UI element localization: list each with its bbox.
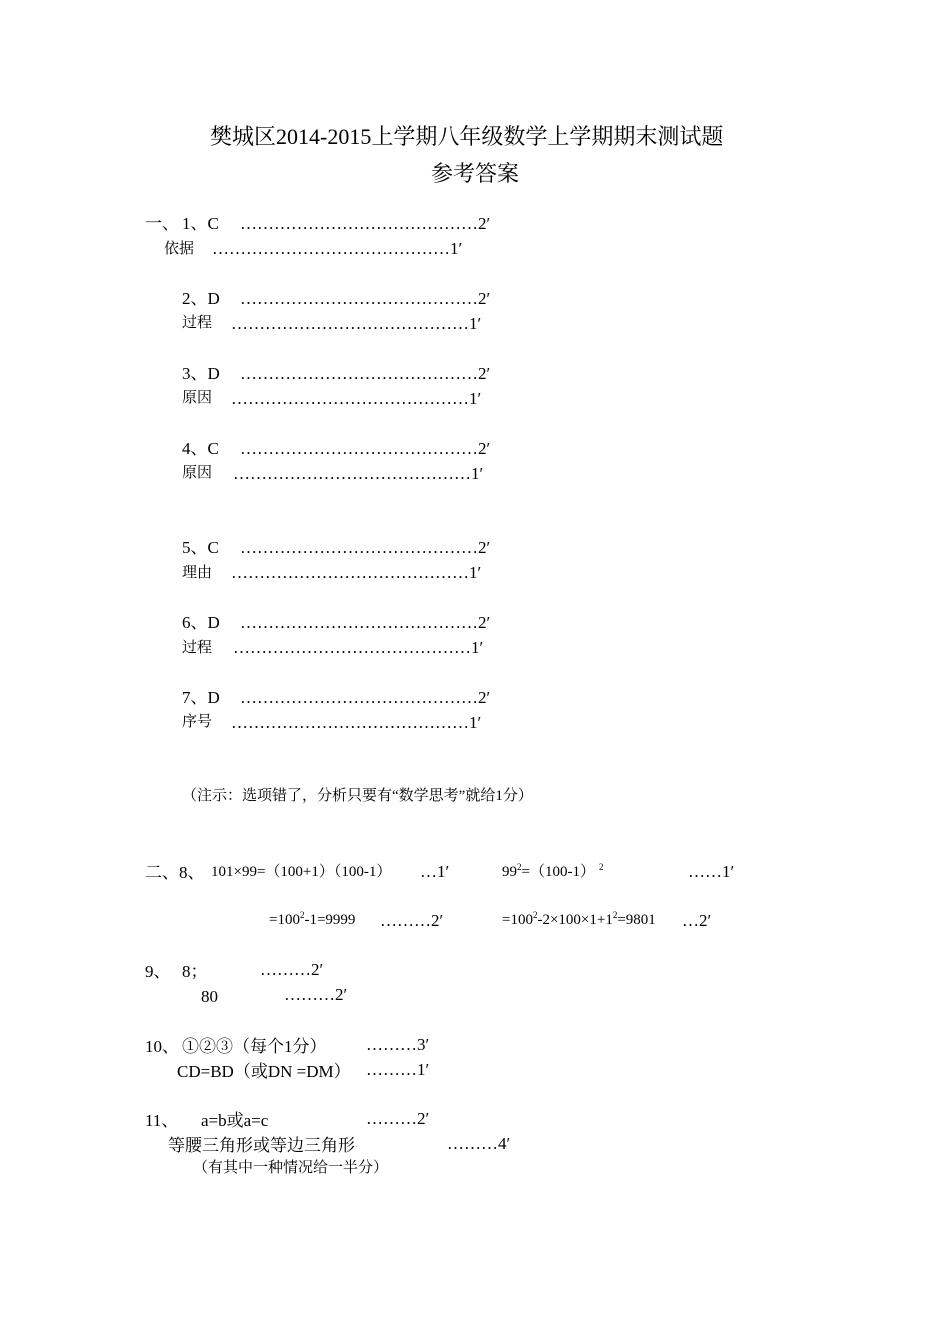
q3-reason-dots: ……………………………………1′ — [231, 389, 482, 408]
q2-reason-dots: ……………………………………1′ — [231, 314, 482, 333]
q8-right-line1-dots: ……1′ — [688, 862, 735, 881]
q1-reason: 依据 — [164, 241, 195, 257]
q8-right-line2-dots: …2′ — [682, 911, 712, 930]
q10-answer2-dots: ………1′ — [366, 1060, 430, 1079]
q9-answer1-dots: ………2′ — [260, 960, 324, 979]
q9-answer1: 8； — [182, 962, 208, 981]
q2-answer: 2、D — [182, 289, 220, 308]
section1-note: （注示：选项错了，分析只要有“数学思考”就给1分） — [182, 788, 533, 804]
q8-left-line1-dots: …1′ — [420, 862, 450, 881]
q5-answer-dots: ……………………………………2′ — [240, 538, 491, 557]
q1-answer: 1、C — [182, 214, 219, 233]
q3-reason: 原因 — [182, 390, 213, 406]
q3-answer-dots: ……………………………………2′ — [240, 364, 491, 383]
q5-answer: 5、C — [182, 538, 219, 557]
q7-reason-dots: ……………………………………1′ — [231, 713, 482, 732]
q5-reason: 理由 — [182, 565, 213, 581]
q1-reason-dots: ……………………………………1′ — [212, 239, 463, 258]
q10-label: 10、 — [145, 1037, 179, 1056]
page-title: 樊城区2014-2015上学期八年级数学上学期期末测试题 — [210, 124, 724, 149]
q7-answer-dots: ……………………………………2′ — [240, 688, 491, 707]
q6-answer-dots: ……………………………………2′ — [240, 613, 491, 632]
q9-answer2-dots: ………2′ — [284, 985, 348, 1004]
q4-answer-dots: ……………………………………2′ — [240, 439, 491, 458]
q8-right-line2: $=100^2-2\times 100\times 1+1^2=9801$ — [502, 910, 656, 928]
q3-answer: 3、D — [182, 364, 220, 383]
q11-answer2-dots: ………4′ — [447, 1134, 511, 1153]
q6-reason-dots: ……………………………………1′ — [233, 638, 484, 657]
q8-left-line2-dots: ………2′ — [380, 911, 444, 930]
section1-label: 一、 — [145, 214, 179, 233]
q2-answer-dots: ……………………………………2′ — [240, 289, 491, 308]
q9-label: 9、 — [145, 962, 171, 981]
q5-reason-dots: ……………………………………1′ — [231, 563, 482, 582]
q4-reason-dots: ……………………………………1′ — [233, 464, 484, 483]
q11-answer2: 等腰三角形或等边三角形 — [168, 1136, 355, 1155]
page-subtitle: 参考答案 — [431, 161, 520, 186]
q4-reason: 原因 — [182, 465, 213, 481]
q8-left-line2: $=100^2-1=9999$ — [269, 910, 356, 928]
q7-answer: 7、D — [182, 688, 220, 707]
q7-reason: 序号 — [182, 714, 213, 730]
q4-answer: 4、C — [182, 439, 219, 458]
q1-answer-dots: ……………………………………2′ — [240, 214, 491, 233]
q11-answer1-dots: ………2′ — [366, 1109, 430, 1128]
q6-answer: 6、D — [182, 613, 220, 632]
q11-label: 11、 — [145, 1111, 179, 1130]
q2-reason: 过程 — [182, 315, 213, 331]
q6-reason: 过程 — [182, 640, 213, 656]
section2-label: 二、8、 — [145, 863, 205, 882]
q10-answer2: CD=BD（或DN =DM） — [177, 1062, 351, 1081]
q8-right-line1: $99^2=(100-1)$ $^2$ — [502, 862, 604, 880]
q8-left-line1: 101×99=（100+1）（100-1） — [211, 864, 392, 880]
q11-answer1: a=b或a=c — [201, 1111, 269, 1130]
q9-answer2: 80 — [201, 987, 218, 1006]
q10-answer1-dots: ………3′ — [366, 1035, 430, 1054]
q10-answer1: ①②③（每个1分） — [182, 1037, 327, 1056]
q11-note: （有其中一种情况给一半分） — [193, 1160, 389, 1176]
